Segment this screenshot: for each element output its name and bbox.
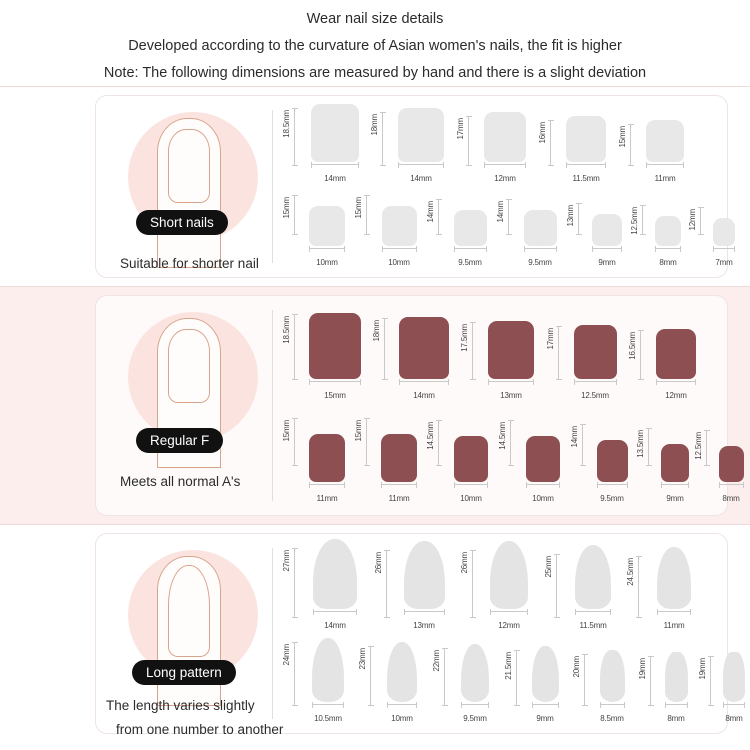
- width-label: 12.5mm: [581, 390, 609, 400]
- caption-long-line-2: from one number to another: [116, 722, 284, 738]
- nail-shape: [574, 325, 617, 379]
- nail-cell: [446, 436, 496, 503]
- height-label: 15mm: [282, 196, 291, 219]
- nail-shape: [646, 120, 684, 162]
- nail-cell: [480, 321, 542, 400]
- nail-cell: [566, 325, 624, 400]
- width-label: 10mm: [532, 494, 554, 504]
- finger-outline: [157, 118, 221, 268]
- width-label: 10mm: [316, 258, 338, 268]
- width-bar: [309, 484, 345, 491]
- height-bar: [438, 199, 445, 235]
- height-label: 18.5mm: [282, 110, 291, 139]
- height-label: 23mm: [358, 647, 367, 670]
- height-bar: [640, 330, 647, 380]
- nail-cell: [302, 206, 352, 267]
- nail-shape: [309, 313, 361, 379]
- width-bar: [484, 164, 526, 171]
- nail-shape: [661, 444, 689, 482]
- nail-cell: [302, 638, 354, 723]
- nail-shape: [526, 436, 560, 482]
- width-bar: [566, 164, 606, 171]
- width-bar: [404, 611, 445, 618]
- height-bar: [294, 314, 301, 380]
- height-label: 17mm: [546, 328, 555, 350]
- width-label: 9mm: [536, 714, 554, 724]
- page-header: [0, 0, 750, 86]
- width-bar: [387, 704, 417, 711]
- nail-shape: [713, 218, 735, 246]
- short-row-1: [282, 102, 719, 187]
- width-label: 12mm: [494, 173, 516, 183]
- header-subtitle: Developed according to the curvature of Asian women's nails, the fit is higher: [128, 37, 622, 54]
- nail-shape: [657, 547, 691, 609]
- nail-shape: [592, 214, 622, 246]
- nail-shape: [723, 652, 745, 702]
- nail-cell: [446, 210, 494, 267]
- nail-shape: [532, 646, 559, 702]
- nail-cell: [374, 206, 424, 267]
- nail-plate-outline: [168, 565, 210, 657]
- width-label: 14mm: [324, 173, 346, 183]
- page-title: Wear nail size details: [306, 11, 444, 27]
- height-label: 19mm: [638, 657, 647, 680]
- nail-shape: [488, 321, 534, 379]
- height-bar: [382, 112, 389, 166]
- width-label: 8mm: [725, 714, 743, 724]
- short-finger-illustration: [110, 104, 265, 272]
- height-label: 24.5mm: [626, 558, 635, 587]
- caption-regular: Meets all normal A's: [120, 474, 241, 490]
- height-bar: [468, 116, 475, 166]
- height-label: 18mm: [372, 320, 381, 342]
- nail-cell: [480, 541, 538, 630]
- height-label: 15mm: [354, 196, 363, 219]
- width-label: 7mm: [715, 258, 733, 268]
- nail-shape: [600, 650, 625, 702]
- width-bar: [312, 704, 344, 711]
- width-bar: [592, 248, 622, 255]
- caption-short-nails: Suitable for shorter nail: [120, 256, 259, 272]
- caption-long-line-1: The length varies slightly: [106, 698, 255, 714]
- width-label: 12mm: [665, 390, 687, 400]
- width-bar: [526, 484, 560, 491]
- nail-shape: [311, 104, 359, 162]
- nail-cell: [654, 444, 696, 503]
- nail-cell: [518, 436, 568, 503]
- nail-shape: [309, 206, 345, 246]
- nail-cell: [394, 541, 454, 630]
- height-label: 24mm: [282, 643, 291, 666]
- height-label: 18.5mm: [282, 316, 291, 345]
- height-label: 13.5mm: [636, 429, 645, 458]
- height-label: 22mm: [432, 649, 441, 672]
- width-bar: [399, 381, 449, 388]
- height-label: 12mm: [688, 208, 697, 231]
- width-label: 11mm: [654, 173, 676, 183]
- nail-shape: [309, 434, 345, 482]
- nail-cell: [590, 650, 634, 723]
- height-bar: [556, 554, 563, 618]
- nail-shape: [382, 206, 417, 246]
- width-label: 8mm: [667, 714, 685, 724]
- regular-nails-grid: [282, 302, 740, 509]
- height-bar: [384, 318, 391, 380]
- nail-cell: [374, 434, 424, 503]
- height-bar: [558, 326, 565, 380]
- width-bar: [454, 248, 487, 255]
- height-label: 27mm: [282, 550, 291, 572]
- width-label: 14mm: [324, 620, 346, 630]
- nail-shape: [398, 108, 444, 162]
- width-label: 11mm: [388, 494, 410, 504]
- section-regular-nails: [0, 286, 750, 524]
- nail-cell: [304, 539, 366, 630]
- badge-long: Long pattern: [132, 660, 236, 685]
- height-label: 15mm: [282, 419, 291, 442]
- width-label: 14mm: [410, 173, 432, 183]
- width-bar: [382, 248, 417, 255]
- nail-cell: [564, 545, 622, 630]
- height-label: 14mm: [496, 200, 505, 223]
- height-label: 25mm: [544, 556, 553, 578]
- width-bar: [524, 248, 557, 255]
- card-divider: [272, 310, 273, 501]
- width-label: 13mm: [500, 390, 522, 400]
- height-label: 16.5mm: [628, 332, 637, 361]
- height-bar: [638, 556, 645, 618]
- nail-cell: [715, 652, 750, 723]
- card-divider: [272, 110, 273, 263]
- height-label: 12.5mm: [694, 431, 703, 460]
- badge-regular: Regular F: [136, 428, 223, 453]
- long-nails-grid: [282, 540, 743, 727]
- nail-shape: [575, 545, 611, 609]
- nail-cell: [648, 216, 688, 267]
- nail-shape: [490, 541, 528, 609]
- nail-shape: [387, 642, 417, 702]
- width-bar: [311, 164, 359, 171]
- height-bar: [630, 124, 637, 166]
- width-bar: [657, 611, 691, 618]
- height-label: 13mm: [566, 204, 575, 227]
- height-label: 19mm: [698, 657, 707, 680]
- nail-shape: [524, 210, 557, 246]
- nail-cell: [585, 214, 629, 267]
- width-bar: [309, 248, 345, 255]
- nail-shape: [312, 638, 344, 702]
- height-label: 26mm: [374, 552, 383, 574]
- nail-cell: [712, 446, 750, 503]
- long-row-1: [282, 540, 719, 634]
- nail-shape: [454, 436, 488, 482]
- width-bar: [646, 164, 684, 171]
- width-label: 9.5mm: [528, 258, 552, 268]
- nail-cell: [392, 317, 456, 400]
- long-finger-illustration: [106, 542, 284, 738]
- width-bar: [713, 248, 735, 255]
- width-label: 11mm: [663, 620, 685, 630]
- nail-shape: [461, 644, 489, 702]
- height-bar: [294, 195, 301, 235]
- height-bar: [582, 424, 589, 466]
- height-label: 14mm: [426, 200, 435, 223]
- nail-cell: [646, 547, 702, 630]
- height-label: 15mm: [618, 126, 627, 148]
- nail-cell: [377, 642, 427, 723]
- height-bar: [472, 550, 479, 618]
- width-label: 8.5mm: [600, 714, 624, 724]
- width-bar: [719, 484, 744, 491]
- height-bar: [370, 646, 377, 706]
- height-bar: [294, 418, 301, 466]
- width-bar: [723, 704, 745, 711]
- nail-cell: [656, 652, 696, 723]
- nail-shape: [404, 541, 445, 609]
- nail-cell: [706, 218, 742, 267]
- height-bar: [294, 108, 301, 166]
- height-bar: [444, 648, 451, 706]
- height-bar: [508, 199, 515, 235]
- nail-cell: [302, 313, 368, 400]
- height-bar: [366, 418, 373, 466]
- height-label: 14mm: [570, 425, 579, 448]
- width-label: 13mm: [413, 620, 435, 630]
- width-bar: [600, 704, 625, 711]
- nail-shape: [313, 539, 357, 609]
- short-row-2: [282, 187, 733, 272]
- nail-cell: [451, 644, 499, 723]
- card-divider: [272, 548, 273, 719]
- short-nails-grid: [282, 102, 733, 271]
- width-bar: [655, 248, 681, 255]
- height-label: 20mm: [572, 655, 581, 678]
- nail-cell: [522, 646, 568, 723]
- height-label: 16mm: [538, 122, 547, 144]
- width-bar: [490, 611, 528, 618]
- nail-cell: [390, 108, 452, 183]
- width-label: 11mm: [316, 494, 338, 504]
- width-label: 10mm: [391, 714, 413, 724]
- width-bar: [532, 704, 559, 711]
- height-bar: [294, 642, 301, 706]
- regular-finger-illustration: [110, 304, 265, 507]
- nail-cell: [516, 210, 564, 267]
- height-label: 17.5mm: [460, 324, 469, 353]
- height-bar: [550, 120, 557, 166]
- nail-shape: [665, 652, 688, 702]
- width-bar: [313, 611, 357, 618]
- width-label: 9.5mm: [463, 714, 487, 724]
- width-bar: [597, 484, 628, 491]
- height-label: 21.5mm: [504, 651, 513, 680]
- nail-plate-outline: [168, 129, 210, 203]
- section-short-nails: [0, 86, 750, 286]
- width-label: 14mm: [413, 390, 435, 400]
- nail-cell: [558, 116, 614, 183]
- height-label: 14.5mm: [498, 421, 507, 450]
- width-label: 9.5mm: [600, 494, 624, 504]
- height-bar: [510, 420, 517, 466]
- width-label: 11.5mm: [572, 173, 600, 183]
- nail-plate-outline: [168, 329, 210, 403]
- width-bar: [454, 484, 488, 491]
- width-label: 12mm: [498, 620, 520, 630]
- height-label: 18mm: [370, 114, 379, 136]
- long-nails-card: [95, 533, 743, 738]
- width-label: 9mm: [666, 494, 684, 504]
- width-bar: [574, 381, 617, 388]
- height-bar: [438, 420, 445, 466]
- nail-cell: [302, 434, 352, 503]
- height-label: 26mm: [460, 552, 469, 574]
- height-bar: [472, 322, 479, 380]
- width-bar: [661, 484, 689, 491]
- regular-row-1: [282, 302, 719, 406]
- width-label: 8mm: [659, 258, 677, 268]
- short-nails-card: [95, 95, 733, 278]
- width-label: 10.5mm: [314, 714, 342, 724]
- width-bar: [461, 704, 489, 711]
- nail-cell: [589, 440, 635, 503]
- nail-shape: [454, 210, 487, 246]
- height-label: 14.5mm: [426, 421, 435, 450]
- width-label: 9.5mm: [458, 258, 482, 268]
- width-label: 10mm: [388, 258, 410, 268]
- width-bar: [309, 381, 361, 388]
- height-bar: [386, 550, 393, 618]
- width-bar: [665, 704, 688, 711]
- height-label: 17mm: [456, 118, 465, 140]
- height-label: 15mm: [354, 419, 363, 442]
- nail-shape: [719, 446, 744, 482]
- nail-shape: [655, 216, 681, 246]
- nail-shape: [656, 329, 696, 379]
- nail-cell: [638, 120, 692, 183]
- width-label: 11.5mm: [579, 620, 607, 630]
- width-label: 9mm: [598, 258, 616, 268]
- width-label: 15mm: [324, 390, 346, 400]
- nail-cell: [648, 329, 704, 400]
- width-label: 8mm: [722, 494, 740, 504]
- nail-shape: [484, 112, 526, 162]
- height-bar: [366, 195, 373, 235]
- badge-short-nails: Short nails: [136, 210, 228, 235]
- nail-cell: [476, 112, 534, 183]
- nail-shape: [597, 440, 628, 482]
- width-label: 10mm: [460, 494, 482, 504]
- height-bar: [294, 548, 301, 618]
- regular-row-2: [282, 406, 740, 510]
- height-bar: [578, 203, 585, 235]
- width-bar: [398, 164, 444, 171]
- width-bar: [488, 381, 534, 388]
- long-row-2: [282, 634, 743, 728]
- height-label: 12.5mm: [630, 206, 639, 235]
- nail-shape: [566, 116, 606, 162]
- regular-nails-card: [95, 295, 740, 516]
- nail-shape: [399, 317, 449, 379]
- nail-shape: [381, 434, 417, 482]
- width-bar: [575, 611, 611, 618]
- nail-cell: [304, 104, 366, 183]
- width-bar: [381, 484, 417, 491]
- section-long-nails: [0, 524, 750, 742]
- width-bar: [656, 381, 696, 388]
- header-note: Note: The following dimensions are measured by hand and there is a slight deviation: [103, 64, 647, 81]
